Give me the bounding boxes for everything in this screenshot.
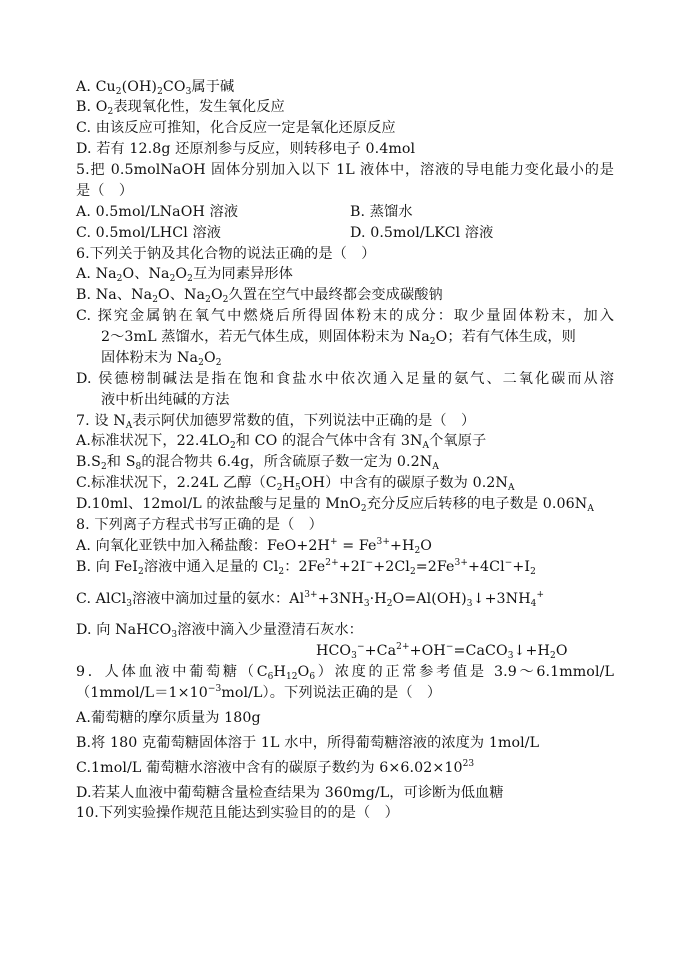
text-line-content: D. 向 NaHCO$_3$溶液中滴入少量澄清石灰水： bbox=[76, 622, 363, 640]
text-line bbox=[76, 708, 261, 728]
text-line bbox=[101, 348, 222, 368]
text-line-content: 液中析出纯碱的方法 bbox=[101, 392, 230, 408]
text-line-content: A. $Na_2O$、$Na_2O_2$互为同素异形体 bbox=[76, 266, 293, 284]
text-line-content: C. 探究金属钠在氧气中燃烧后所得固体粉末的成分：取少量固体粉末，加入 bbox=[76, 308, 614, 324]
text-line-content: A. 向氧化亚铁中加入稀盐酸：$FeO+2H^+ = Fe^{3+}+H_2O$ bbox=[76, 537, 433, 556]
text-line bbox=[316, 641, 568, 661]
text-line bbox=[76, 452, 439, 472]
text-line-content: A. 0.5mol/LNaOH 溶液 bbox=[76, 204, 239, 220]
text-line bbox=[76, 783, 504, 803]
text-line-content: 6.下列关于钠及其化合物的说法正确的是（ ） bbox=[76, 246, 376, 262]
text-line-content: A.标准状况下，$22.4LO_2$和 CO 的混合气体中含有 $3N_A$个氧原子 bbox=[76, 433, 487, 451]
text-line bbox=[76, 139, 415, 159]
text-line-content: B.将 180 克葡萄糖固体溶于 1L 水中，所得葡萄糖溶液的浓度为 1mol/L bbox=[76, 735, 540, 751]
text-line bbox=[76, 758, 474, 778]
text-line bbox=[76, 515, 323, 535]
text-line-content: A. $Cu_2(OH)_2CO_3$属于碱 bbox=[76, 79, 235, 97]
text-line bbox=[76, 662, 614, 682]
text-line bbox=[76, 557, 536, 577]
text-line bbox=[76, 223, 494, 243]
text-line-content: 是（ ） bbox=[76, 183, 134, 199]
text-line bbox=[76, 181, 133, 201]
text-line bbox=[76, 369, 614, 389]
text-line-content: C.标准状况下，2.24L 乙醇$(C_2H_5OH)$中含有的碳原子数为 $0.2N_A$ bbox=[76, 475, 515, 493]
text-line-content: C.1mol/L 葡萄糖水溶液中含有的碳原子数约为 $6\times 6.02\times 10^{23}$ bbox=[76, 759, 475, 776]
text-line bbox=[76, 431, 486, 451]
text-line bbox=[76, 202, 413, 222]
text-line bbox=[76, 536, 432, 556]
text-line bbox=[101, 327, 576, 347]
text-line bbox=[76, 118, 396, 138]
text-line-content: B. $O_2$表现氧化性，发生氧化反应 bbox=[76, 99, 285, 117]
text-line-content: 10.下列实验操作规范且能达到实验目的的是（ ） bbox=[76, 805, 399, 821]
text-line-content: C. 0.5mol/LHCl 溶液 bbox=[76, 225, 222, 241]
text-line-content: $B.S_2$和 $S_8$的混合物共 6.4g，所含硫原子数一定为 $0.2N_A$ bbox=[76, 454, 439, 472]
text-line-content: $(1mmol/L=1\times 10^{-3}mol/L)$。下列说法正确的是（ ） bbox=[76, 684, 442, 701]
text-line-content: C. 由该反应可推知，化合反应一定是氧化还原反应 bbox=[76, 120, 396, 136]
text-line bbox=[76, 411, 475, 431]
text-line bbox=[76, 733, 539, 753]
text-line bbox=[76, 620, 363, 640]
text-line-content: 5.把 0.5molNaOH 固体分别加入以下 1L 液体中，溶液的导电能力变化最小的是 bbox=[76, 162, 614, 178]
text-line bbox=[76, 473, 515, 493]
text-line bbox=[101, 390, 230, 410]
text-line-content: B. Na、$Na_2O$、$Na_2O_2$久置在空气中最终都会变成碳酸钠 bbox=[76, 287, 443, 305]
text-line-content: D.10ml、12mol/L 的浓盐酸与足量的 MnO$_2$充分反应后转移的电子数是 $0.06N_A$ bbox=[76, 496, 594, 514]
text-line bbox=[76, 160, 614, 180]
text-line bbox=[76, 306, 614, 326]
text-line bbox=[76, 803, 399, 823]
text-line-content: $HCO_3^-+Ca^{2+}+OH^-=CaCO_3↓+H_2O$ bbox=[316, 642, 568, 661]
text-line bbox=[76, 264, 293, 284]
text-line-content: 2～3mL 蒸馏水，若无气体生成，则固体粉末为 $Na_2O$；若有气体生成，则 bbox=[101, 329, 576, 347]
text-line-content: D. 若有 12.8g 还原剂参与反应，则转移电子 0.4mol bbox=[76, 141, 416, 157]
text-line-content: 9．人体血液中葡萄糖$(C_6H_{12}O_6)$浓度的正常参考值是 3.9～6.1mmol/L bbox=[76, 664, 614, 682]
text-line bbox=[76, 97, 285, 117]
text-line bbox=[76, 494, 594, 514]
text-line bbox=[76, 285, 443, 305]
text-line bbox=[76, 244, 376, 264]
option-column-2: D. 0.5mol/LKCl 溶液 bbox=[350, 225, 494, 241]
text-line bbox=[76, 683, 441, 703]
option-column-2: B. 蒸馏水 bbox=[350, 204, 413, 220]
text-line-content: C. AlCl$_3$溶液中滴加过量的氨水：$Al^{3+}+3NH_3\cdot H_2O=Al(OH)_3↓+3NH_4^+$ bbox=[76, 590, 545, 609]
text-line bbox=[76, 77, 234, 97]
text-line-content: A.葡萄糖的摩尔质量为 180g bbox=[76, 710, 261, 726]
text-line-content: D. 侯德榜制碱法是指在饱和食盐水中依次通入足量的氨气、二氧化碳而从溶 bbox=[76, 371, 614, 387]
text-line bbox=[76, 589, 544, 609]
text-line-content: 固体粉末为 $Na_2O_2$ bbox=[101, 350, 222, 368]
text-line-content: B. 向 FeI$_2$溶液中通入足量的 $Cl_2$：$2Fe^{2+}+2I^-+2Cl_2=2Fe^{3+}+4Cl^-+I_2$ bbox=[76, 558, 536, 577]
text-line-content: 7. 设 $N_A$表示阿伏加德罗常数的值，下列说法中正确的是（ ） bbox=[76, 413, 476, 431]
text-line-content: D.若某人血液中葡萄糖含量检查结果为 360mg/L，可诊断为低血糖 bbox=[76, 785, 504, 801]
text-line-content: 8. 下列离子方程式书写正确的是（ ） bbox=[76, 517, 323, 533]
